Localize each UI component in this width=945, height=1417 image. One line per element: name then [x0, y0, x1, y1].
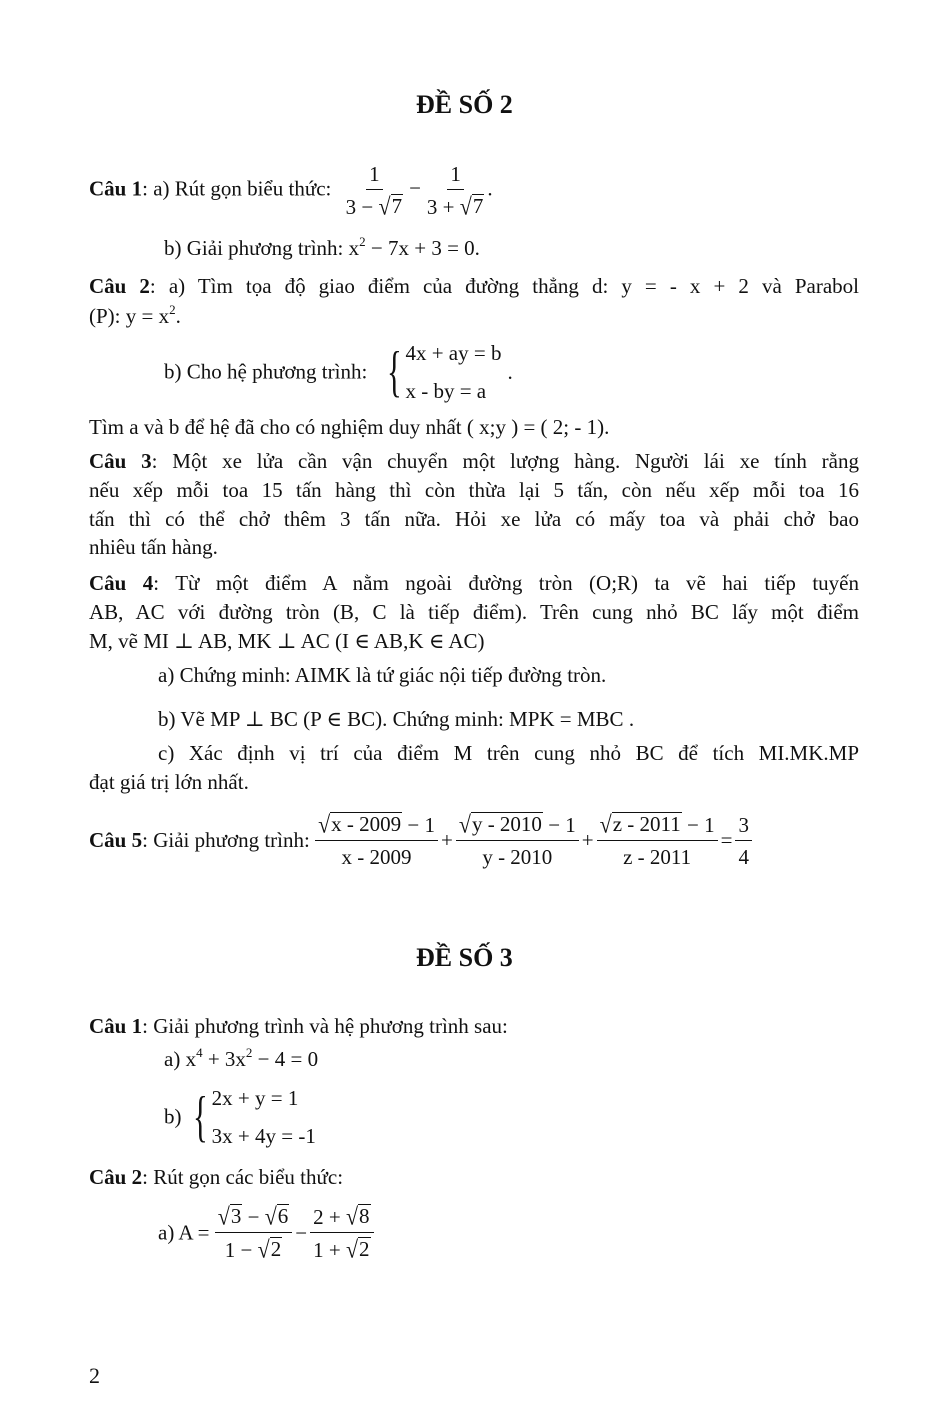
sqrt-symbol: √ 6 [264, 1202, 289, 1231]
de3-question-2: Câu 2: Rút gọn các biểu thức: [89, 1165, 344, 1189]
de2-question-1b: b) Giải phương trình: $x^2 - 7x + 3 = 0$. [164, 234, 480, 260]
de3-question-1b: b) { 2x + y = 1 3x + 4y = -1 [164, 1079, 316, 1155]
fraction: √ z - 2011 − 1 z - 2011 [597, 812, 718, 869]
de2-question-2a-cont: (P): $y = x^2$. [89, 302, 181, 328]
sqrt-symbol: √ 2 [345, 1235, 370, 1264]
equation-system: { 4x + ay = b x - by = a [386, 341, 502, 403]
de2-question-4-line1: Câu 4: Từ một điểm A nằm ngoài đường tròn (O;R) ta vẽ hai tiếp tuyến [89, 571, 859, 595]
de2-question-3-line1: Câu 3: Một xe lửa cần vận chuyển một lượng hàng. Người lái xe tính rằng [89, 449, 859, 473]
de2-question-3-line2: nếu xếp mỗi toa 15 tấn hàng thì còn thừa lại 5 tấn, còn nếu xếp mỗi toa 16 [89, 478, 859, 502]
de2-question-2c: Tìm a và b để hệ đã cho có nghiệm duy nhất ( x;y ) = ( 2; - 1). [89, 415, 610, 439]
sqrt-symbol: √ y - 2010 [458, 810, 542, 839]
equation-system: { 2x + y = 1 3x + 4y = -1 [192, 1086, 316, 1148]
exam-title-de-so-2: ĐỀ SỐ 2 [416, 90, 513, 119]
sqrt-symbol: √ 3 [217, 1202, 242, 1231]
sqrt-symbol: √ x - 2009 [318, 810, 402, 839]
sqrt-symbol: √ 8 [345, 1202, 370, 1231]
de2-question-1a: Câu 1: a) Rút gọn biểu thức: 1 3 − √ 7 − 1 3 + √ 7 . [89, 162, 493, 221]
de2-question-3-line4: nhiêu tấn hàng. [89, 535, 218, 559]
brace-icon: { [386, 341, 402, 403]
de3-question-1a: a) $x^4 + 3x^2 - 4 = 0$ [164, 1045, 319, 1071]
de2-question-4-line3: M, vẽ MI ⊥ AB, MK ⊥ AC (I ∈ AB,K ∈ AC) [89, 629, 485, 653]
de3-question-2a: a) A = √ 3 − √ 6 1 − √ 2 − 2 + √ 8 1 + √ 2 [158, 1204, 374, 1262]
de2-question-4c: c) Xác định vị trí của điểm M trên cung nhỏ BC để tích MI.MK.MP [158, 741, 859, 765]
de2-question-5: Câu 5: Giải phương trình: √ x - 2009 − 1 x - 2009 + √ y - 2010 − 1 y - 2010 + √ z - 2011 − 1 z - 2011 = $\frac{3}{4}$ [89, 812, 752, 869]
sqrt-symbol: √ z - 2011 [599, 810, 681, 839]
fraction: √ y - 2010 − 1 y - 2010 [456, 812, 579, 869]
brace-icon: { [192, 1086, 208, 1148]
fraction: 1 3 − √ 7 [345, 162, 403, 221]
de2-question-2b: b) Cho hệ phương trình: { 4x + ay = b x - by = a . [164, 334, 513, 410]
fraction: √ 3 − √ 6 1 − √ 2 [215, 1204, 293, 1262]
fraction: $\frac{3}{4}$ [735, 813, 752, 869]
fraction: 1 3 + √ 7 [426, 162, 484, 221]
sqrt-symbol: √ 7 [459, 192, 484, 221]
de2-question-3-line3: tấn thì có thể chở thêm 3 tấn nữa. Hỏi xe lửa có mấy toa và phải chở bao [89, 507, 859, 531]
de2-question-4a: a) Chứng minh: AIMK là tứ giác nội tiếp đường tròn. [158, 663, 607, 687]
sqrt-symbol: √ 2 [257, 1235, 282, 1264]
exam-title-de-so-3: ĐỀ SỐ 3 [416, 943, 513, 972]
sqrt-symbol: √ 7 [378, 192, 403, 221]
de2-question-2a: Câu 2: a) Tìm tọa độ giao điểm của đường thẳng d: y = - x + 2 và Parabol [89, 274, 859, 298]
de2-question-4-line2: AB, AC với đường tròn (B, C là tiếp điểm). Trên cung nhỏ BC lấy một điểm [89, 600, 859, 624]
fraction: 2 + √ 8 1 + √ 2 [310, 1204, 373, 1262]
page-number: 2 [89, 1363, 100, 1388]
question-label: Câu 1 [89, 176, 143, 201]
de3-question-1: Câu 1: Giải phương trình và hệ phương trình sau: [89, 1014, 508, 1038]
fraction: √ x - 2009 − 1 x - 2009 [315, 812, 438, 869]
de2-question-4b: b) Vẽ MP ⊥ BC (P ∈ BC). Chứng minh: MPK = MBC . [158, 707, 635, 731]
de2-question-4c-cont: đạt giá trị lớn nhất. [89, 770, 249, 794]
